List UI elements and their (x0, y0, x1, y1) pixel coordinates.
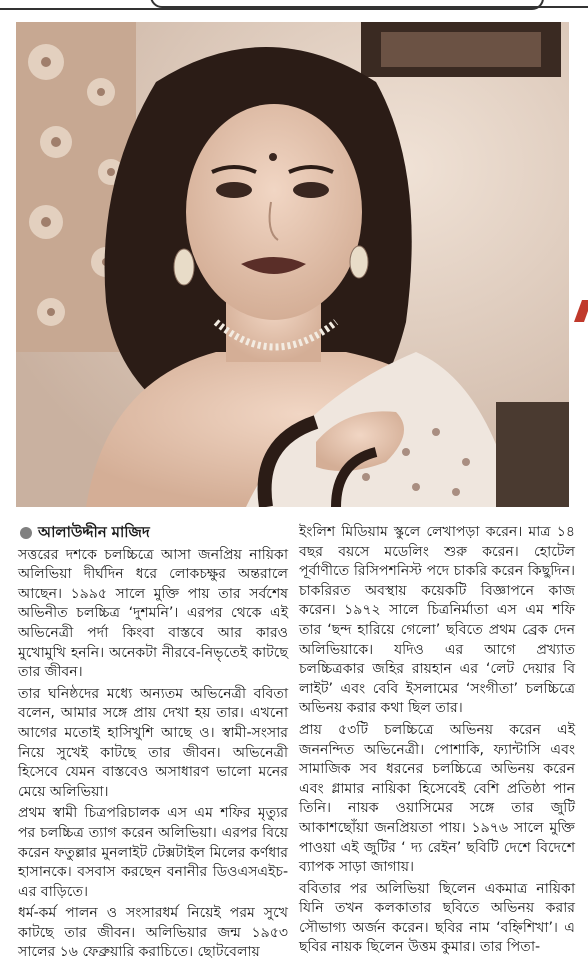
paragraph: ববিতার পর অলিভিয়া ছিলেন একমাত্র নায়িকা যিনি তখন কলকাতার ছবিতে অভিনয় করার সৌভাগ্য অর্জন করেন। ছবির নাম ‘বহ্নিশিখা’। এ ছবির নায়ক ছিলেন উত্তম কুমার। তার পিতা- (299, 880, 575, 956)
author-name: আলাউদ্দীন মাজিদ (38, 523, 150, 541)
paragraph: প্রায় ৫৩টি চলচ্চিত্রে অভিনয় করেন এই জননন্দিত অভিনেত্রী। পোশাকি, ফ্যান্টাসি এবং সামাজিক সব ধরনের চলচ্চিত্রে অভিনয় করেন এবং গ্লামার নায়িকা হিসেবেই বেশি প্রতিষ্ঠা পান তিনি। নায়ক ওয়াসিমের সঙ্গে তার জুটি আকাশছোঁয়া জনপ্রিয়তা পায়। ১৯৭৬ সালে মুক্তি পাওয়া এই জুটির ‘ দ্য রেইন’ ছবিটি দেশে বিদেশে ব্যাপক সাড়া জাগায়। (299, 721, 575, 876)
paragraph: প্রথম স্বামী চিত্রপরিচালক এস এম শফির মৃত্যুর পর চলচ্চিত্র ত্যাগ করেন অলিভিয়া। এরপর বিয়ে করেন ফতুল্লার মুনলাইট টেক্সটাইল মিলের কর্ণধার হাসানকে। বসবাস করছেন বনানীর ডিওএসএইচ-এর বাড়িতে। (18, 805, 288, 900)
paragraph: তার ঘনিষ্ঠদের মধ্যে অন্যতম অভিনেত্রী ববিতা বলেন, আমার সঙ্গে প্রায় দেখা হয় তার। এখনো আগের মতোই হাসিখুশি আছে ও। স্বামী-সংসার নিয়ে সুখেই কাটছে তার জীবন। অভিনেত্রী হিসেবে যেমন বাস্তবেও অসাধারণ ভালো মনের মেয়ে অলিভিয়া। (18, 685, 288, 800)
article-column-right (299, 523, 575, 960)
header-frame-secondary (150, 0, 588, 8)
paragraph: ধর্ম-কর্ম পালন ও সংসারধর্ম নিয়েই পরম সুখে কাটছে তার জীবন। অলিভিয়ার জন্ম ১৯৫৩ সালের ১৬ ফেব্রুয়ারি করাচিতে। ছোটবেলায় (18, 905, 288, 961)
portrait-illustration (16, 22, 569, 507)
byline (18, 523, 288, 543)
paragraph: ইংলিশ মিডিয়াম স্কুলে লেখাপড়া করেন। মাত্র ১৪ বছর বয়সে মডেলিং শুরু করেন। হোটেল পূর্বাণীতে রিসিপশনিস্ট পদে চাকরি করেন কিছুদিন। চাকরিরত অবস্থায় কয়েকটি বিজ্ঞাপনে কাজ করেন। ১৯৭২ সালে চিত্রনির্মাতা এস এম শফি তার ‘ছন্দ হারিয়ে গেলো’ ছবিতে প্রথম ব্রেক দেন অলিভিয়াকে। যদিও এর আগে প্রখ্যাত চলচ্চিত্রকার জহির রায়হান এর ‘লেট দেয়ার বি লাইট’ এবং বেবি ইসলামের ‘সংগীতা’ চলচ্চিত্রে অভিনয় করার কথা ছিল তার। (299, 524, 575, 717)
article-column-left (18, 523, 288, 965)
bullet-icon (20, 527, 32, 539)
paragraph: সত্তরের দশকে চলচ্চিত্রে আসা জনপ্রিয় নায়িকা অলিভিয়া দীর্ঘদিন ধরে লোকচক্ষুর অন্তরালে আছেন। ১৯৯৫ সালে মুক্তি পায় তার সর্বশেষ অভিনীত চলচ্চিত্র ‘দুশমনি’। এরপর থেকে এই অভিনেত্রী পর্দা কিংবা বাস্তবে আর কারও মুখোমুখি হননি। অনেকটা নীরবে-নিভৃতেই কাটছে তার জীবন। (18, 546, 288, 681)
accent-mark (574, 300, 588, 322)
portrait-photo (16, 22, 569, 507)
